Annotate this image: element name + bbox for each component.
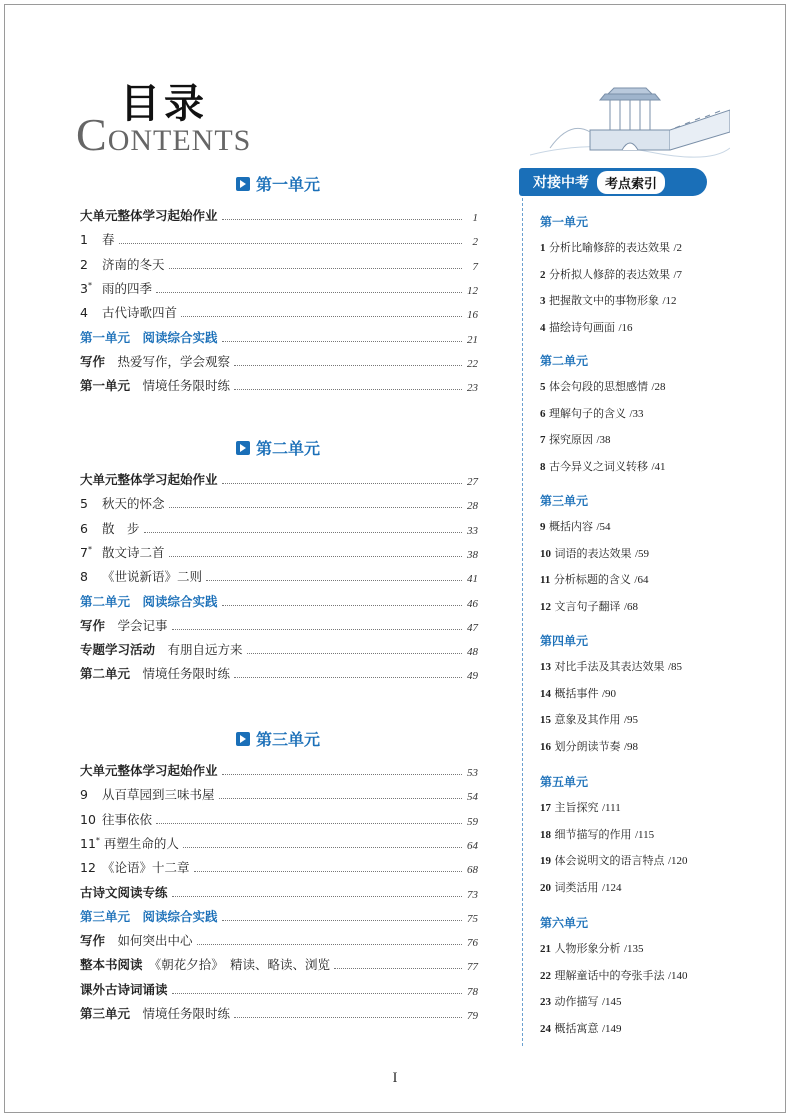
toc-page-number: 73 [467, 888, 478, 901]
toc-page-number: 38 [467, 548, 478, 561]
dot-leader [172, 629, 462, 630]
index-item-number: 10 [540, 547, 551, 560]
toc-entry[interactable] [80, 326, 478, 346]
self-study-star: * [87, 544, 92, 554]
toc-entry[interactable] [80, 856, 478, 876]
toc-page-number: 75 [467, 912, 478, 925]
dot-leader [247, 653, 462, 654]
index-item[interactable] [540, 685, 616, 701]
index-item-page: /2 [673, 242, 683, 254]
dot-leader [183, 847, 462, 848]
toc-entry-number: 3* [80, 280, 92, 296]
toc-entry-label: 写作 [80, 353, 106, 369]
index-item-text: 文言句子翻译 [554, 599, 621, 613]
index-item[interactable] [540, 266, 682, 282]
toc-entry-label: 《论语》十二章 [101, 860, 190, 876]
index-item[interactable] [540, 738, 638, 754]
index-item-text: 划分朗读节奏 [554, 739, 621, 753]
toc-entry-number: 5 [80, 496, 88, 512]
toc-entry-title [80, 230, 115, 248]
toc-entry-label: 往事依依 [101, 811, 152, 827]
index-item[interactable] [540, 405, 644, 421]
index-item-text: 描绘诗句画面 [549, 320, 615, 334]
index-item[interactable] [540, 292, 677, 308]
toc-page-number: 12 [467, 284, 478, 297]
toc-page-number: 22 [467, 357, 478, 370]
toc-page-number: 27 [467, 476, 478, 488]
toc-entry[interactable] [80, 565, 478, 585]
toc-entry-title [80, 931, 193, 949]
toc-entry-label: 春 [101, 232, 115, 248]
index-item[interactable] [540, 458, 666, 474]
index-item-number: 16 [540, 740, 551, 753]
index-item-page: /54 [596, 521, 611, 533]
toc-entry-title [80, 519, 140, 537]
toc-page-number: 78 [467, 985, 478, 998]
toc-entry[interactable] [80, 228, 478, 248]
dot-leader [234, 1017, 462, 1018]
index-item[interactable] [540, 378, 666, 394]
toc-entry-title [80, 810, 152, 828]
toc-entry[interactable] [80, 614, 478, 634]
dot-leader [222, 483, 462, 484]
toc-entry-title [80, 494, 165, 512]
index-item-text: 对比手法及其表达效果 [554, 660, 665, 673]
index-item-number: 4 [540, 321, 546, 334]
index-item-text: 体会句段的思想感情 [549, 380, 648, 393]
index-item-page: /90 [602, 687, 617, 700]
toc-entry-label: 大单元整体学习起始作业 [80, 208, 218, 223]
index-item[interactable] [540, 993, 622, 1009]
index-item-page: /64 [634, 574, 649, 586]
toc-page-number: 53 [467, 767, 478, 779]
index-item[interactable] [540, 598, 638, 614]
index-item[interactable] [540, 239, 682, 255]
index-item-number: 1 [540, 242, 546, 254]
dot-leader [156, 292, 462, 293]
index-item[interactable] [540, 1020, 622, 1036]
dot-leader [234, 365, 462, 366]
unit-heading-text: 第三单元 [256, 730, 321, 749]
index-item-number: 15 [540, 714, 551, 726]
index-item-number: 23 [540, 996, 551, 1008]
index-item-page: /38 [596, 434, 611, 446]
index-banner-title: 对接中考 [533, 175, 589, 191]
toc-entry[interactable] [80, 978, 478, 998]
toc-page-number: 2 [472, 236, 478, 249]
index-item-number: 17 [540, 802, 551, 814]
index-item[interactable] [540, 967, 688, 983]
toc-page-number: 46 [467, 597, 478, 610]
index-item-number: 20 [540, 881, 551, 894]
toc-page-number: 1 [472, 212, 478, 224]
toc-entry-title [80, 980, 168, 998]
dot-leader [206, 580, 462, 581]
toc-entry-label: 《世说新语》二则 [101, 569, 202, 585]
dot-leader [169, 507, 463, 508]
index-item-text: 概括事件 [554, 686, 599, 700]
index-item[interactable] [540, 571, 648, 587]
index-item-text: 主旨探究 [554, 801, 599, 814]
toc-entry[interactable] [80, 832, 478, 852]
toc-page-number: 16 [467, 309, 478, 322]
dot-leader [172, 896, 462, 897]
toc-page-number: 54 [467, 791, 478, 804]
dot-leader [169, 268, 463, 269]
index-item[interactable] [540, 879, 622, 895]
toc-entry[interactable] [80, 905, 478, 925]
index-item-text: 古今异义之词义转移 [549, 459, 648, 473]
unit-heading-text: 第一单元 [256, 175, 321, 194]
index-item[interactable] [540, 545, 649, 561]
toc-entry[interactable] [80, 638, 478, 658]
unit-heading [236, 172, 320, 195]
index-item-page: /59 [635, 547, 650, 560]
index-item[interactable] [540, 658, 682, 674]
index-item-page: /120 [668, 855, 688, 867]
index-item-text: 分析拟人修辞的表达效果 [549, 267, 670, 281]
toc-entry-label: 第三单元 [80, 1006, 131, 1021]
index-item-number: 9 [540, 521, 546, 533]
toc-entry-title [80, 543, 165, 561]
index-item-text: 词类活用 [554, 880, 599, 894]
toc-entry-title [80, 664, 230, 682]
index-item-page: /124 [602, 881, 622, 894]
toc-entry[interactable] [80, 492, 478, 512]
toc-entry-label: 从百草园到三味书屋 [101, 787, 215, 803]
toc-entry[interactable] [80, 808, 478, 828]
dot-leader [234, 389, 462, 390]
toc-entry-subtitle: 有朋自远方来 [155, 642, 243, 658]
toc-entry-number: 12 [80, 860, 96, 876]
toc-entry-subtitle: 情境任务限时练 [130, 1006, 231, 1021]
index-item-number: 13 [540, 661, 551, 673]
index-item-number: 18 [540, 828, 551, 841]
toc-page-number: 21 [467, 333, 478, 346]
dot-leader [222, 920, 462, 921]
toc-entry-subtitle: 如何突出中心 [105, 933, 193, 949]
dot-leader [197, 944, 462, 945]
toc-entry[interactable] [80, 204, 478, 224]
index-unit-heading: 第六单元 [540, 916, 589, 930]
toc-entry-subtitle: 情境任务限时练 [130, 378, 231, 394]
dot-leader [194, 871, 463, 872]
index-item-number: 24 [540, 1022, 551, 1035]
index-item-number: 5 [540, 381, 546, 393]
index-item-page: /28 [651, 381, 666, 393]
index-item-number: 11 [540, 574, 551, 586]
toc-entry-number: 7* [80, 544, 92, 560]
toc-entry[interactable] [80, 783, 478, 803]
page-subtitle [76, 108, 251, 161]
toc-entry-title [80, 907, 218, 925]
toc-entry[interactable] [80, 517, 478, 537]
index-item-text: 动作描写 [554, 995, 599, 1008]
dot-leader [222, 219, 462, 220]
toc-entry-number: 4 [80, 305, 88, 321]
toc-page-number: 47 [467, 621, 478, 634]
toc-entry-title [80, 376, 230, 394]
dot-leader [222, 605, 462, 606]
dot-leader [172, 993, 462, 994]
dot-leader [169, 556, 463, 557]
index-item-page: /98 [624, 740, 639, 753]
self-study-star: * [95, 835, 100, 845]
toc-entry-label: 整本书阅读 [80, 957, 143, 973]
toc-entry[interactable] [80, 759, 478, 779]
toc-entry-label: 第三单元 阅读综合实践 [80, 908, 218, 924]
index-item-text: 分析标题的含义 [553, 573, 631, 586]
play-marker-icon [236, 441, 250, 455]
index-item-page: /95 [624, 714, 639, 726]
index-item-page: /149 [602, 1022, 622, 1035]
index-item-text: 把握散文中的事物形象 [549, 294, 659, 307]
toc-entry-title [80, 206, 218, 224]
toc-entry[interactable] [80, 662, 478, 682]
toc-entry-label: 秋天的怀念 [101, 496, 165, 512]
toc-entry-label: 第一单元 [80, 378, 131, 394]
index-item-text: 意象及其作用 [554, 713, 621, 726]
index-unit-heading: 第三单元 [540, 494, 589, 508]
index-item-number: 12 [540, 600, 551, 613]
index-item[interactable] [540, 826, 654, 842]
toc-entry-number: 1 [80, 232, 88, 248]
toc-entry-title [80, 255, 165, 273]
index-item-text: 分析比喻修辞的表达效果 [549, 241, 670, 254]
toc-entry-title [80, 328, 218, 346]
toc-entry[interactable] [80, 953, 478, 973]
toc-entry-label: 散文诗二首 [101, 544, 165, 560]
play-marker-icon [236, 177, 250, 191]
index-item-number: 7 [540, 434, 546, 446]
toc-entry-subtitle: 热爱写作，学会观察 [105, 353, 231, 369]
toc-entry-number: 2 [80, 256, 88, 272]
toc-entry-subtitle: 学会记事 [105, 617, 168, 633]
index-item-text: 探究原因 [549, 433, 593, 446]
index-item-text: 人物形象分析 [554, 942, 621, 955]
toc-entry[interactable] [80, 301, 478, 321]
toc-page-number: 79 [467, 1010, 478, 1022]
toc-entry-label: 再塑生命的人 [103, 835, 179, 851]
dot-leader [222, 774, 462, 775]
toc-entry-number: 8 [80, 569, 88, 585]
index-item[interactable] [540, 319, 633, 335]
toc-entry-label: 第一单元 阅读综合实践 [80, 329, 218, 345]
index-item-number: 6 [540, 407, 546, 420]
index-item[interactable] [540, 518, 611, 534]
index-banner-tag: 考点索引 [597, 171, 665, 194]
toc-page-number: 7 [472, 260, 478, 273]
index-item[interactable] [540, 799, 621, 815]
toc-page-number: 64 [467, 839, 478, 852]
dot-leader [334, 968, 462, 969]
toc-entry-label: 大单元整体学习起始作业 [80, 763, 218, 778]
dot-leader [144, 532, 463, 533]
toc-entry-title [80, 955, 330, 973]
toc-entry-title [80, 470, 218, 488]
toc-entry-title [80, 279, 152, 297]
index-item-number: 14 [540, 687, 551, 700]
toc-entry-title [80, 785, 215, 803]
toc-entry-title [80, 567, 202, 585]
toc-entry-title [80, 858, 190, 876]
index-item-number: 19 [540, 855, 551, 867]
column-divider [522, 178, 523, 1046]
city-gate-illustration [530, 60, 730, 160]
toc-page-number: 49 [467, 670, 478, 683]
index-item-page: /115 [635, 828, 655, 841]
toc-page-number: 68 [467, 864, 478, 877]
index-item-number: 8 [540, 460, 546, 473]
index-unit-heading: 第四单元 [540, 634, 589, 648]
page-number: I [392, 1070, 398, 1086]
toc-entry-title [80, 834, 179, 852]
toc-entry-number: 11* [80, 835, 100, 851]
toc-page-number: 77 [467, 961, 478, 974]
toc-entry-subtitle: 《朝花夕拾》 精读、略读、浏览 [142, 957, 331, 973]
toc-entry[interactable] [80, 929, 478, 949]
index-unit-heading: 第二单元 [540, 354, 589, 368]
index-item-number: 21 [540, 943, 551, 955]
index-unit-heading: 第五单元 [540, 775, 589, 789]
index-item-number: 22 [540, 969, 551, 982]
toc-entry-title [80, 1004, 230, 1022]
play-marker-icon [236, 732, 250, 746]
exam-index-banner [519, 168, 707, 196]
toc-entry-title [80, 592, 218, 610]
index-item[interactable] [540, 940, 644, 956]
toc-entry-label: 课外古诗词诵读 [80, 981, 168, 997]
toc-page-number: 76 [467, 937, 478, 950]
toc-entry-number: 10 [80, 811, 96, 827]
index-item-page: /12 [662, 295, 677, 307]
index-item-number: 3 [540, 295, 546, 307]
index-item-page: /16 [618, 321, 633, 334]
toc-entry-label: 第二单元 [80, 666, 131, 682]
toc-entry-title [80, 761, 218, 779]
toc-entry-title [80, 883, 168, 901]
index-item-text: 概括内容 [549, 520, 593, 533]
toc-page-number: 28 [467, 500, 478, 513]
index-item-text: 词语的表达效果 [554, 546, 632, 560]
toc-entry-label: 第二单元 阅读综合实践 [80, 593, 218, 609]
toc-page-number: 23 [467, 382, 478, 395]
toc-entry-label: 散 步 [101, 520, 140, 536]
index-unit-heading: 第一单元 [540, 215, 589, 229]
toc-entry-label: 古代诗歌四首 [101, 305, 177, 321]
index-item-page: /68 [624, 600, 639, 613]
index-item-number: 2 [540, 268, 546, 281]
toc-entry-number: 6 [80, 520, 88, 536]
dot-leader [156, 823, 462, 824]
index-item-text: 细节描写的作用 [554, 827, 632, 841]
toc-entry-title [80, 303, 177, 321]
unit-heading-text: 第二单元 [256, 439, 321, 458]
dot-leader [219, 798, 463, 799]
toc-entry[interactable] [80, 277, 478, 297]
toc-entry[interactable] [80, 253, 478, 273]
toc-entry-title [80, 352, 230, 370]
unit-heading [236, 727, 320, 750]
index-item-text: 理解童话中的夸张手法 [554, 968, 665, 982]
index-item-text: 概括寓意 [554, 1021, 599, 1035]
index-item[interactable] [540, 852, 688, 868]
index-item-page: /140 [668, 969, 688, 982]
index-item-page: /7 [673, 268, 683, 281]
index-item-text: 体会说明文的语言特点 [554, 854, 665, 867]
subtitle-rest: ONTENTS [107, 124, 252, 157]
self-study-star: * [87, 280, 92, 290]
dot-leader [119, 243, 463, 244]
dot-leader [234, 677, 462, 678]
page-title: 目录 [120, 81, 208, 127]
index-item[interactable] [540, 431, 611, 447]
index-item[interactable] [540, 711, 638, 727]
subtitle-initial: C [76, 109, 108, 160]
toc-page-number: 33 [467, 524, 478, 537]
index-item-page: /85 [668, 661, 683, 673]
index-item-page: /111 [602, 802, 621, 814]
index-item-page: /41 [651, 460, 666, 473]
dot-leader [181, 316, 462, 317]
index-item-page: /145 [602, 996, 622, 1008]
toc-entry-title [80, 640, 243, 658]
toc-entry-label: 大单元整体学习起始作业 [80, 472, 218, 487]
toc-entry-label: 雨的四季 [101, 280, 152, 296]
toc-entry-subtitle: 情境任务限时练 [130, 666, 231, 682]
toc-entry[interactable] [80, 374, 478, 394]
toc-entry[interactable] [80, 350, 478, 370]
index-item-text: 理解句子的含义 [549, 406, 626, 420]
toc-entry-label: 济南的冬天 [101, 256, 165, 272]
toc-entry[interactable] [80, 881, 478, 901]
toc-entry[interactable] [80, 468, 478, 488]
toc-entry-label: 古诗文阅读专练 [80, 884, 168, 900]
toc-entry-label: 写作 [80, 617, 106, 633]
toc-page-number: 41 [467, 573, 478, 586]
toc-entry[interactable] [80, 1002, 478, 1022]
toc-entry-label: 专题学习活动 [80, 642, 156, 658]
toc-page-number: 59 [467, 815, 478, 828]
unit-heading [236, 436, 320, 459]
dot-leader [222, 341, 462, 342]
index-item-page: /135 [624, 943, 644, 955]
toc-page-number: 48 [467, 646, 478, 659]
toc-entry[interactable] [80, 590, 478, 610]
toc-entry-label: 写作 [80, 933, 106, 949]
toc-entry-number: 9 [80, 787, 88, 803]
index-item-page: /33 [629, 407, 644, 420]
toc-entry-title [80, 616, 168, 634]
toc-entry[interactable] [80, 541, 478, 561]
